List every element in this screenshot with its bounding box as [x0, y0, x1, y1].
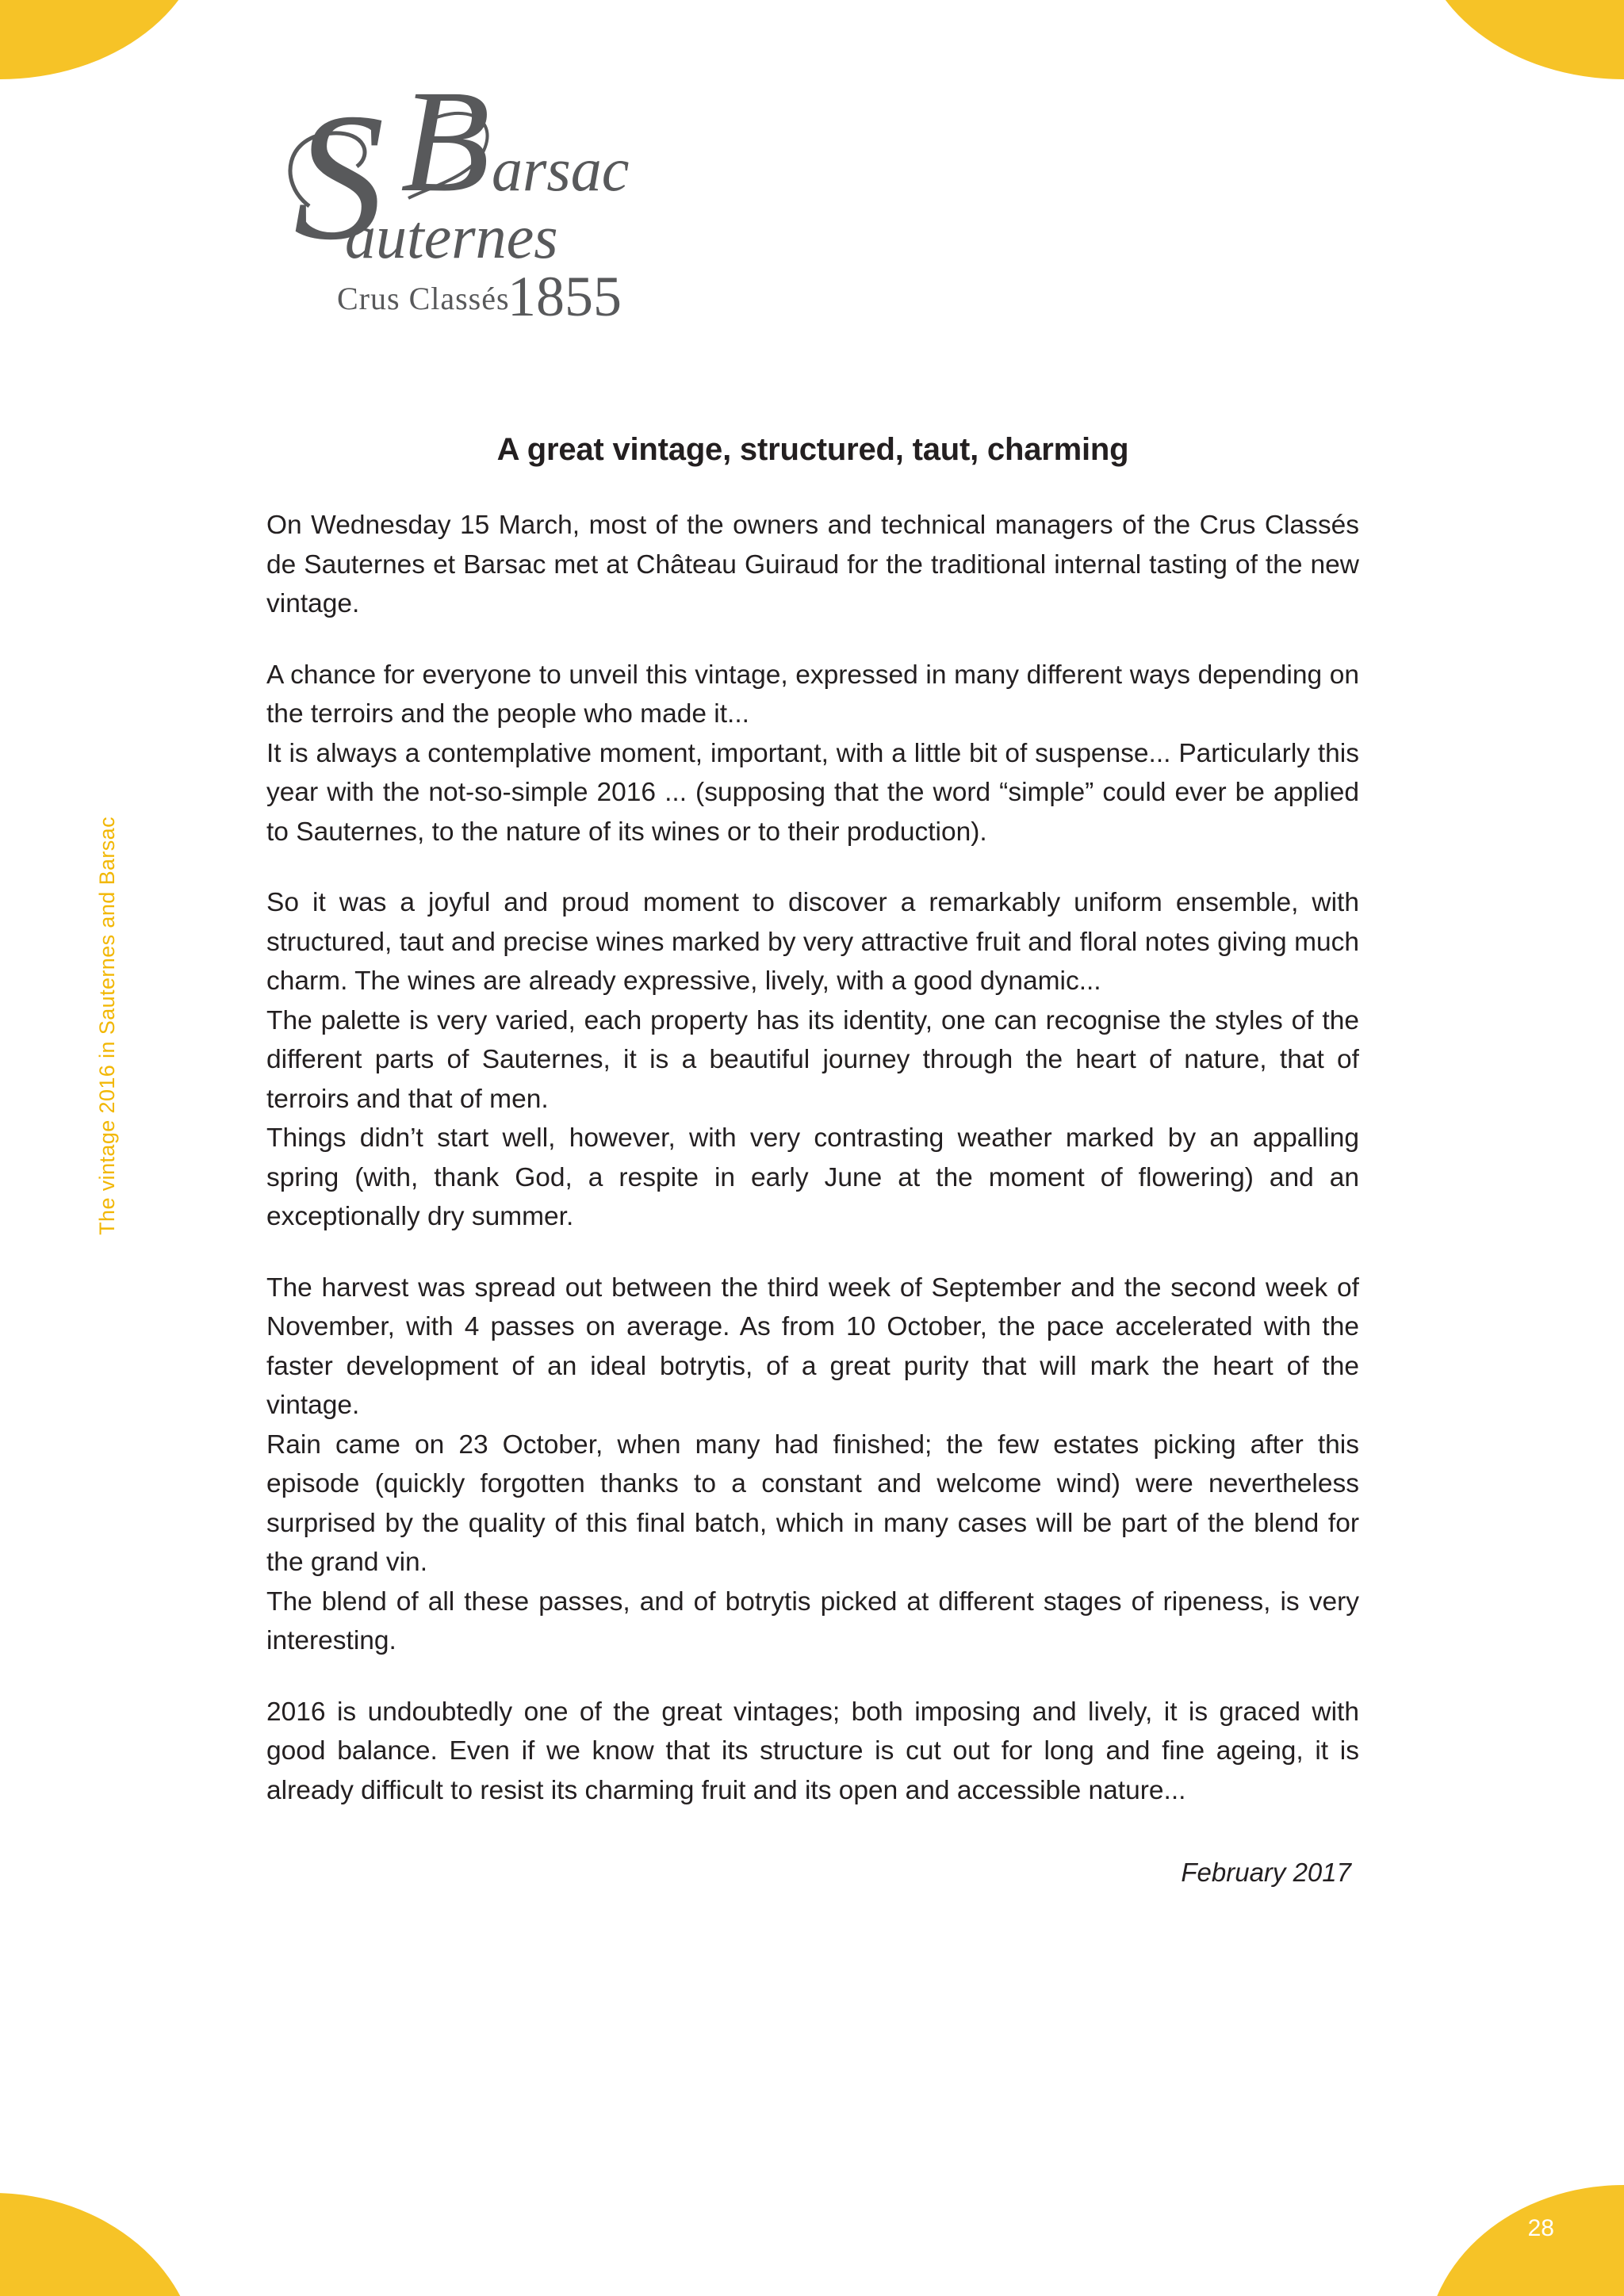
decorative-corner-bottom-left [0, 2193, 198, 2296]
paragraph: It is always a contemplative moment, important, with a little bit of suspense... Particularly this year with the not-so-simple 2016 ... (supposing that the word “simple” could ever be applied to Sauternes, to the nature of its wines or to their production). [266, 738, 1359, 847]
article-body [266, 432, 1359, 1888]
paragraph: On Wednesday 15 March, most of the owners and technical managers of the Crus Classés de Sauternes et Barsac met at Château Guiraud for the traditional internal tasting of the new vintage. [266, 511, 1359, 618]
paragraph-spacer [266, 1661, 1359, 1693]
svg-text:auternes: auternes [345, 202, 558, 271]
page-number: 28 [1527, 2215, 1554, 2241]
paragraph-spacer [266, 851, 1359, 883]
paragraph: The harvest was spread out between the third week of September and the second week of November, with 4 passes on average. As from 10 October, the pace accelerated with the faster development of an ideal botrytis, of a great purity that will mark the heart of the vintage. [266, 1272, 1359, 1420]
paragraph: The blend of all these passes, and of botrytis picked at different stages of ripeness, is very interesting. [266, 1586, 1359, 1655]
side-caption: The vintage 2016 in Sauternes and Barsac [95, 817, 119, 1235]
paragraph: 2016 is undoubtedly one of the great vintages; both imposing and lively, it is graced with good balance. Even if we know that its structure is cut out for long and fine ageing, it is already difficult to resist its charming fruit and its open and accessible nature... [266, 1697, 1359, 1805]
paragraph: So it was a joyful and proud moment to discover a remarkably uniform ensemble, with structured, taut and precise wines marked by very attractive fruit and floral notes giving much charm. The wines are already expressive, lively, with a good dynamic... [266, 888, 1359, 996]
svg-text:1855: 1855 [508, 265, 622, 328]
paragraph-spacer [266, 624, 1359, 656]
svg-text:Crus Classés: Crus Classés [337, 281, 510, 316]
article-date: February 2017 [1181, 1858, 1351, 1887]
paragraph: A chance for everyone to unveil this vintage, expressed in many different ways depending on the terroirs and the people who made it... [266, 660, 1359, 729]
paragraph: Things didn’t start well, however, with very contrasting weather marked by an appalling spring (with, thank God, a respite in early June at the moment of flowering) and an exceptionally dry summer. [266, 1123, 1359, 1231]
page-title: A great vintage, structured, taut, charming [496, 432, 1129, 467]
paragraph-spacer [266, 1237, 1359, 1269]
decorative-corner-bottom-right [1426, 2185, 1624, 2296]
paragraph: The palette is very varied, each property has its identity, one can recognise the styles of the different parts of Sauternes, it is a beautiful journey through the heart of nature, that of terroirs and that of men. [266, 1005, 1359, 1114]
brand-logo [262, 87, 753, 404]
svg-text:S: S [293, 87, 385, 277]
svg-text:B: B [400, 87, 491, 223]
sauternes-barsac-logo-icon [262, 87, 753, 404]
svg-text:arsac: arsac [492, 135, 630, 204]
decorative-corner-top-left [0, 0, 206, 79]
paragraph: Rain came on 23 October, when many had finished; the few estates picking after this episode (quickly forgotten thanks to a constant and welcome wind) were nevertheless surprised by the quality of this final batch, which in many cases will be part of the blend for the grand vin. [266, 1429, 1359, 1577]
decorative-corner-top-right [1418, 0, 1624, 79]
